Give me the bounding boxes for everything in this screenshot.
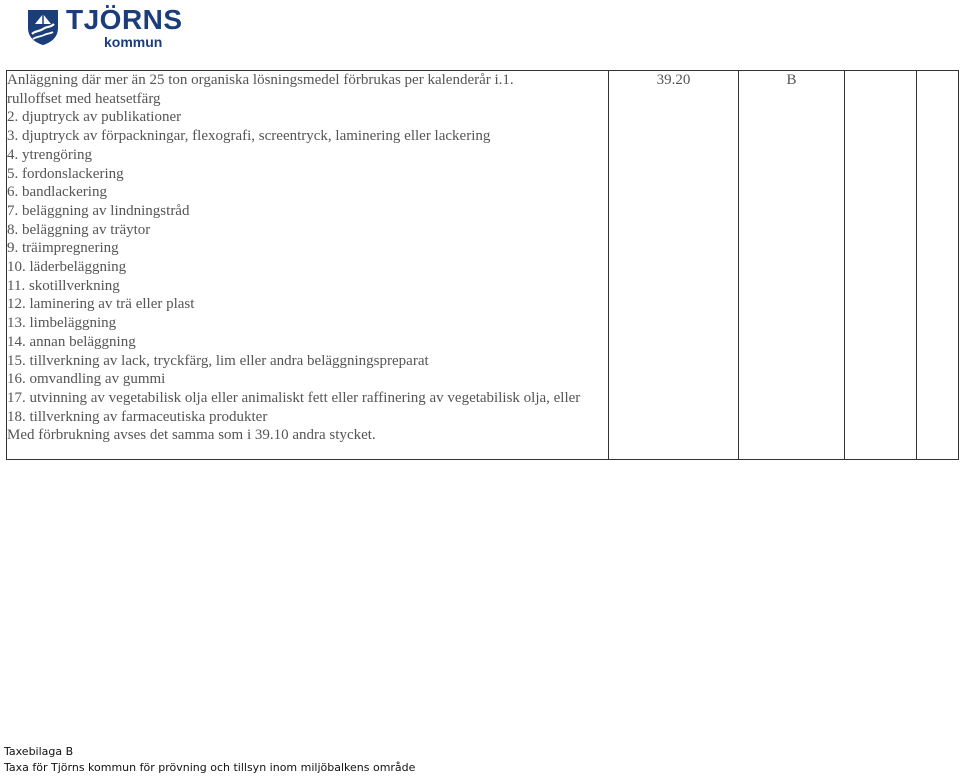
description-line: 17. utvinning av vegetabilisk olja eller animaliskt fett eller raffinering av vegetabilisk olja, eller — [7, 389, 581, 406]
page-footer — [4, 744, 415, 776]
description-line: 2. djuptryck av publikationer — [7, 109, 182, 126]
footer-subtitle: Taxa för Tjörns kommun för prövning och tillsyn inom miljöbalkens område — [4, 761, 416, 774]
description-line: Med förbrukning avses det samma som i 39.10 andra stycket. — [7, 427, 376, 444]
description-line: 3. djuptryck av förpackningar, flexografi, screentryck, laminering eller lackering — [7, 128, 491, 145]
description-line: 11. skotillverkning — [7, 277, 120, 294]
tax-table — [6, 70, 959, 460]
description-line: 12. laminering av trä eller plast — [7, 296, 195, 313]
description-line: 15. tillverkning av lack, tryckfärg, lim eller andra beläggningspreparat — [7, 352, 429, 369]
description-line: 5. fordonslackering — [7, 165, 124, 182]
description-line: 4. ytrengöring — [7, 146, 92, 163]
tjorn-crest-icon — [26, 8, 60, 46]
description-line: 8. beläggning av träytor — [7, 221, 151, 238]
logo-name: TJÖRNS — [66, 3, 183, 35]
empty-cell — [917, 71, 959, 460]
description-line: 7. beläggning av lindningstråd — [7, 202, 190, 219]
description-line: Anläggning där mer än 25 ton organiska lösningsmedel förbrukas per kalenderår i.1. — [7, 72, 514, 88]
description-line: 18. tillverkning av farmaceutiska produkter — [7, 408, 268, 425]
activity-code-cell: 39.20 — [609, 71, 739, 460]
description-line: 16. omvandling av gummi — [7, 371, 166, 388]
description-line: 13. limbeläggning — [7, 315, 117, 332]
description-line: 10. läderbeläggning — [7, 259, 127, 276]
description-line: 6. bandlackering — [7, 184, 107, 201]
activity-description-cell — [7, 71, 609, 460]
description-line: 9. träimpregnering — [7, 240, 119, 257]
logo-subtitle: kommun — [104, 33, 163, 50]
description-line: 14. annan beläggning — [7, 333, 136, 350]
footer-title: Taxebilaga B — [4, 745, 74, 758]
table-row — [7, 71, 959, 460]
tjorns-kommun-logo — [26, 3, 183, 50]
description-line: rulloffset med heatsetfärg — [7, 90, 161, 107]
empty-cell — [845, 71, 917, 460]
activity-class-cell: B — [739, 71, 845, 460]
